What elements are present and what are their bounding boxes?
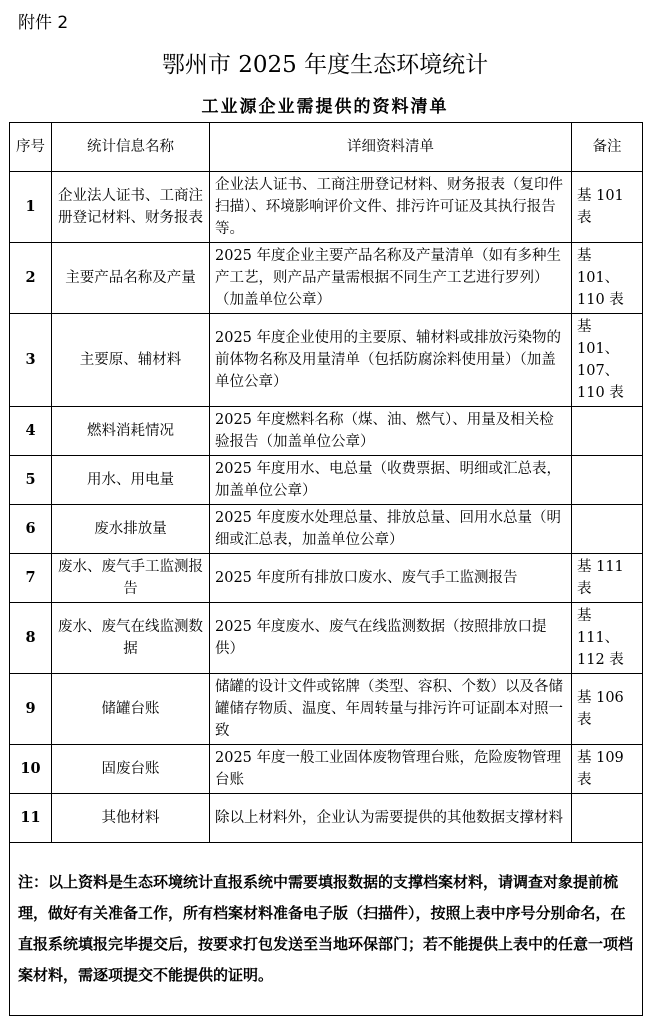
row-no: 5 xyxy=(10,456,52,505)
row-no: 11 xyxy=(10,794,52,843)
attachment-label: 附件 2 xyxy=(18,13,69,33)
row-remark xyxy=(572,456,643,505)
table-header-row xyxy=(10,123,643,172)
row-detail: 2025 年度所有排放口废水、废气手工监测报告 xyxy=(210,554,572,603)
row-remark: 基 109 表 xyxy=(572,745,643,794)
row-detail: 2025 年度企业主要产品名称及产量清单（如有多种生产工艺，则产品产量需根据不同生产工艺进行罗列）（加盖单位公章） xyxy=(210,243,572,314)
row-detail: 2025 年度企业使用的主要原、辅材料或排放污染物的前体物名称及用量清单（包括防腐涂料使用量）（加盖单位公章） xyxy=(210,314,572,407)
row-remark: 基 111、112 表 xyxy=(572,603,643,674)
row-name: 废水、废气手工监测报告 xyxy=(52,554,210,603)
table-row xyxy=(10,794,643,843)
row-remark: 基 101 表 xyxy=(572,172,643,243)
header-remark: 备注 xyxy=(572,123,643,172)
table-row xyxy=(10,603,643,674)
row-detail: 2025 年度燃料名称（煤、油、燃气）、用量及相关检验报告（加盖单位公章） xyxy=(210,407,572,456)
row-detail: 2025 年度废水处理总量、排放总量、回用水总量（明细或汇总表，加盖单位公章） xyxy=(210,505,572,554)
row-detail: 2025 年度废水、废气在线监测数据（按照排放口提供） xyxy=(210,603,572,674)
table-row xyxy=(10,505,643,554)
table-row xyxy=(10,243,643,314)
row-name: 固废台账 xyxy=(52,745,210,794)
row-no: 2 xyxy=(10,243,52,314)
row-name: 主要产品名称及产量 xyxy=(52,243,210,314)
row-no: 9 xyxy=(10,674,52,745)
row-name: 废水、废气在线监测数据 xyxy=(52,603,210,674)
row-remark xyxy=(572,794,643,843)
note-text: 注：以上资料是生态环境统计直报系统中需要填报数据的支撑档案材料，请调查对象提前梳理，做好有关准备工作，所有档案材料准备电子版（扫描件），按照上表中序号分别命名，在直报系统填报完毕提交后，按要求打包发送至当地环保部门；若不能提供上表中的任意一项档案材料，需逐项提交不能提供的证明。 xyxy=(10,843,643,1016)
row-detail: 企业法人证书、工商注册登记材料、财务报表（复印件扫描）、环境影响评价文件、排污许可证及其执行报告等。 xyxy=(210,172,572,243)
page-title: 鄂州市 2025 年度生态环境统计 xyxy=(161,52,489,78)
row-remark xyxy=(572,407,643,456)
row-name: 废水排放量 xyxy=(52,505,210,554)
row-detail: 储罐的设计文件或铭牌（类型、容积、个数）以及各储罐储存物质、温度、年周转量与排污许可证副本对照一致 xyxy=(210,674,572,745)
header-detail: 详细资料清单 xyxy=(210,123,572,172)
row-name: 燃料消耗情况 xyxy=(52,407,210,456)
row-name: 其他材料 xyxy=(52,794,210,843)
row-no: 3 xyxy=(10,314,52,407)
row-remark: 基 106 表 xyxy=(572,674,643,745)
row-detail: 2025 年度一般工业固体废物管理台账，危险废物管理台账 xyxy=(210,745,572,794)
header-name: 统计信息名称 xyxy=(52,123,210,172)
table-row xyxy=(10,745,643,794)
materials-table xyxy=(9,122,643,1016)
row-no: 7 xyxy=(10,554,52,603)
row-no: 8 xyxy=(10,603,52,674)
row-name: 储罐台账 xyxy=(52,674,210,745)
row-name: 主要原、辅材料 xyxy=(52,314,210,407)
table-row xyxy=(10,314,643,407)
row-remark: 基 101、110 表 xyxy=(572,243,643,314)
row-detail: 除以上材料外，企业认为需要提供的其他数据支撑材料 xyxy=(210,794,572,843)
table-row xyxy=(10,674,643,745)
table-row xyxy=(10,172,643,243)
table-row xyxy=(10,407,643,456)
row-remark: 基 111 表 xyxy=(572,554,643,603)
row-no: 6 xyxy=(10,505,52,554)
row-no: 4 xyxy=(10,407,52,456)
table-row xyxy=(10,554,643,603)
row-name: 用水、用电量 xyxy=(52,456,210,505)
row-no: 10 xyxy=(10,745,52,794)
row-remark xyxy=(572,505,643,554)
row-remark: 基 101、107、110 表 xyxy=(572,314,643,407)
page-subtitle: 工业源企业需提供的资料清单 xyxy=(201,97,449,117)
row-name: 企业法人证书、工商注册登记材料、财务报表 xyxy=(52,172,210,243)
table-row xyxy=(10,456,643,505)
row-no: 1 xyxy=(10,172,52,243)
row-detail: 2025 年度用水、电总量（收费票据、明细或汇总表，加盖单位公章） xyxy=(210,456,572,505)
header-no: 序号 xyxy=(10,123,52,172)
note-row xyxy=(10,843,643,1016)
